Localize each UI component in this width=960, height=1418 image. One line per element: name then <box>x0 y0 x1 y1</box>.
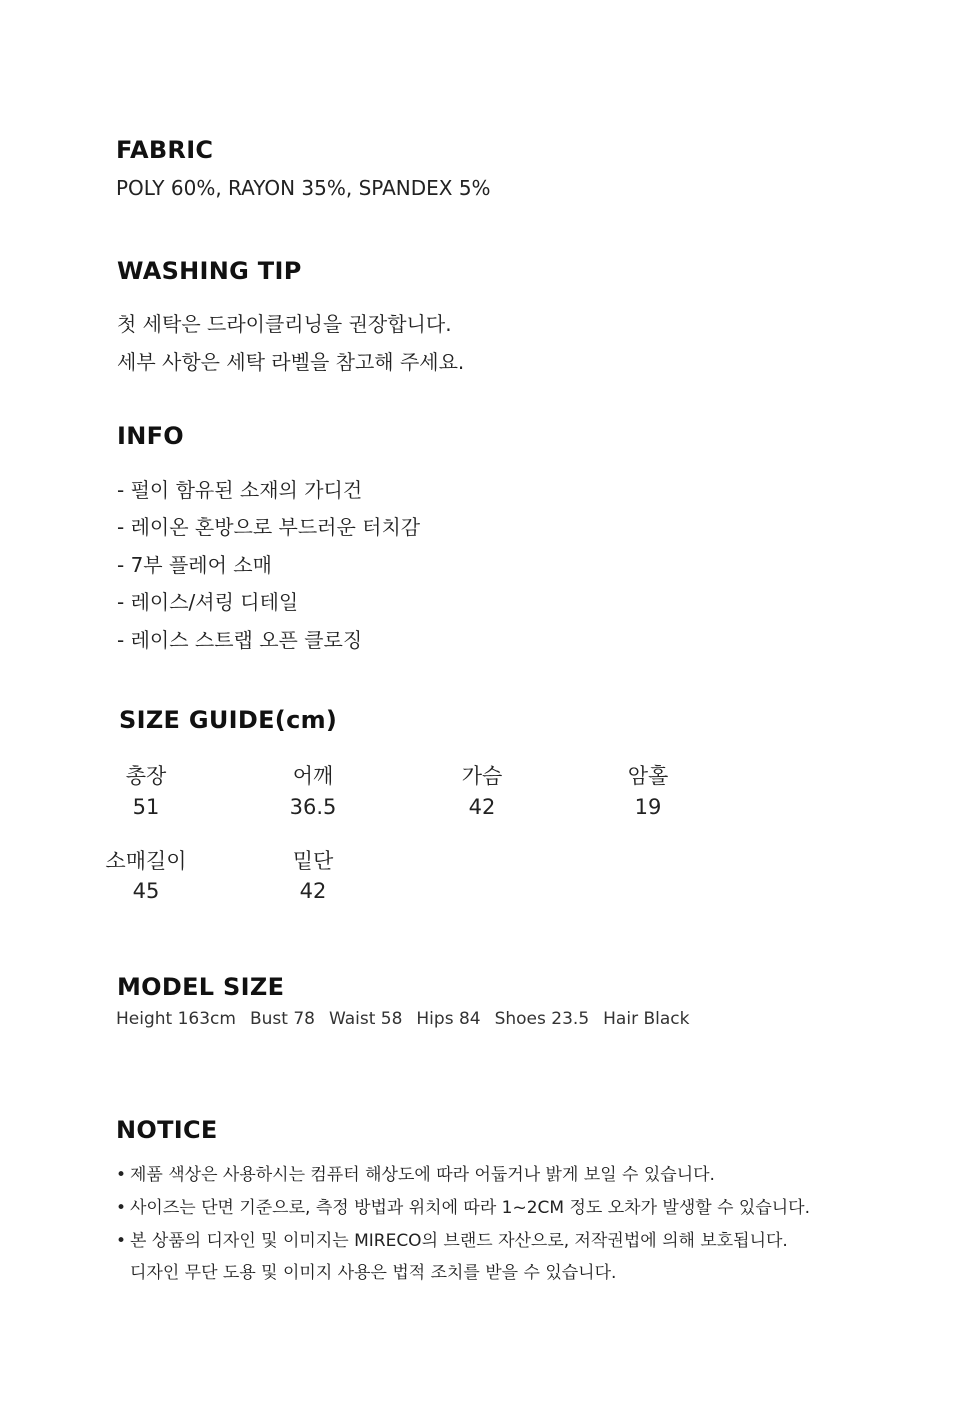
notice-heading: NOTICE <box>116 1116 218 1144</box>
model-waist: Waist 58 <box>328 1009 403 1029</box>
info-heading: INFO <box>117 422 185 450</box>
size-value-length: 51 <box>132 795 160 819</box>
notice-text: 제품 색상은 사용하시는 컴퓨터 해상도에 따라 어둡거나 밝게 보일 수 있습니다. <box>130 1165 715 1185</box>
info-line: - 레이온 혼방으로 부드러운 터치감 <box>117 515 421 539</box>
model-hair: Hair Black <box>603 1009 690 1029</box>
size-value-chest: 42 <box>468 795 496 819</box>
fabric-heading: FABRIC <box>116 136 214 164</box>
size-guide-heading: SIZE GUIDE(cm) <box>119 706 338 734</box>
notice-item <box>116 1226 788 1251</box>
fabric-composition: POLY 60%, RAYON 35%, SPANDEX 5% <box>116 176 491 200</box>
model-height: Height 163cm <box>116 1009 236 1029</box>
size-value-armhole: 19 <box>634 795 662 819</box>
info-line: - 레이스 스트랩 오픈 클로징 <box>117 628 363 652</box>
size-value-hem: 42 <box>299 879 327 903</box>
size-value-shoulder: 36.5 <box>289 795 337 819</box>
notice-item <box>116 1160 715 1185</box>
notice-text: 본 상품의 디자인 및 이미지는 MIRECO의 브랜드 자산으로, 저작권법에 의해 보호됩니다. <box>130 1231 788 1251</box>
notice-item <box>116 1193 810 1218</box>
washing-tip-heading: WASHING TIP <box>117 257 302 285</box>
size-label-sleeve: 소매길이 <box>105 849 187 873</box>
notice-continuation: 디자인 무단 도용 및 이미지 사용은 법적 조치를 받을 수 있습니다. <box>130 1263 617 1283</box>
bullet-icon: • <box>116 1165 127 1185</box>
size-label-armhole: 암홀 <box>627 764 669 788</box>
size-label-length: 총장 <box>125 764 167 788</box>
info-line: - 7부 플레어 소매 <box>117 553 272 577</box>
washing-tip-line: 첫 세탁은 드라이클리닝을 권장합니다. <box>117 312 452 336</box>
notice-text: 사이즈는 단면 기준으로, 측정 방법과 위치에 따라 1~2CM 정도 오차가 발생할 수 있습니다. <box>130 1198 810 1218</box>
bullet-icon: • <box>116 1198 127 1218</box>
size-value-sleeve: 45 <box>132 879 160 903</box>
model-bust: Bust 78 <box>249 1009 315 1029</box>
size-label-chest: 가슴 <box>461 764 503 788</box>
info-line: - 레이스/셔링 디테일 <box>117 590 299 614</box>
model-size-heading: MODEL SIZE <box>117 973 285 1001</box>
bullet-icon: • <box>116 1231 127 1251</box>
size-label-hem: 밑단 <box>292 849 334 873</box>
info-line: - 펄이 함유된 소재의 가디건 <box>117 478 363 502</box>
model-hips: Hips 84 <box>416 1009 481 1029</box>
washing-tip-line: 세부 사항은 세탁 라벨을 참고해 주세요. <box>117 350 465 374</box>
model-size-details <box>116 1009 703 1029</box>
model-shoes: Shoes 23.5 <box>494 1009 590 1029</box>
size-label-shoulder: 어깨 <box>292 764 334 788</box>
